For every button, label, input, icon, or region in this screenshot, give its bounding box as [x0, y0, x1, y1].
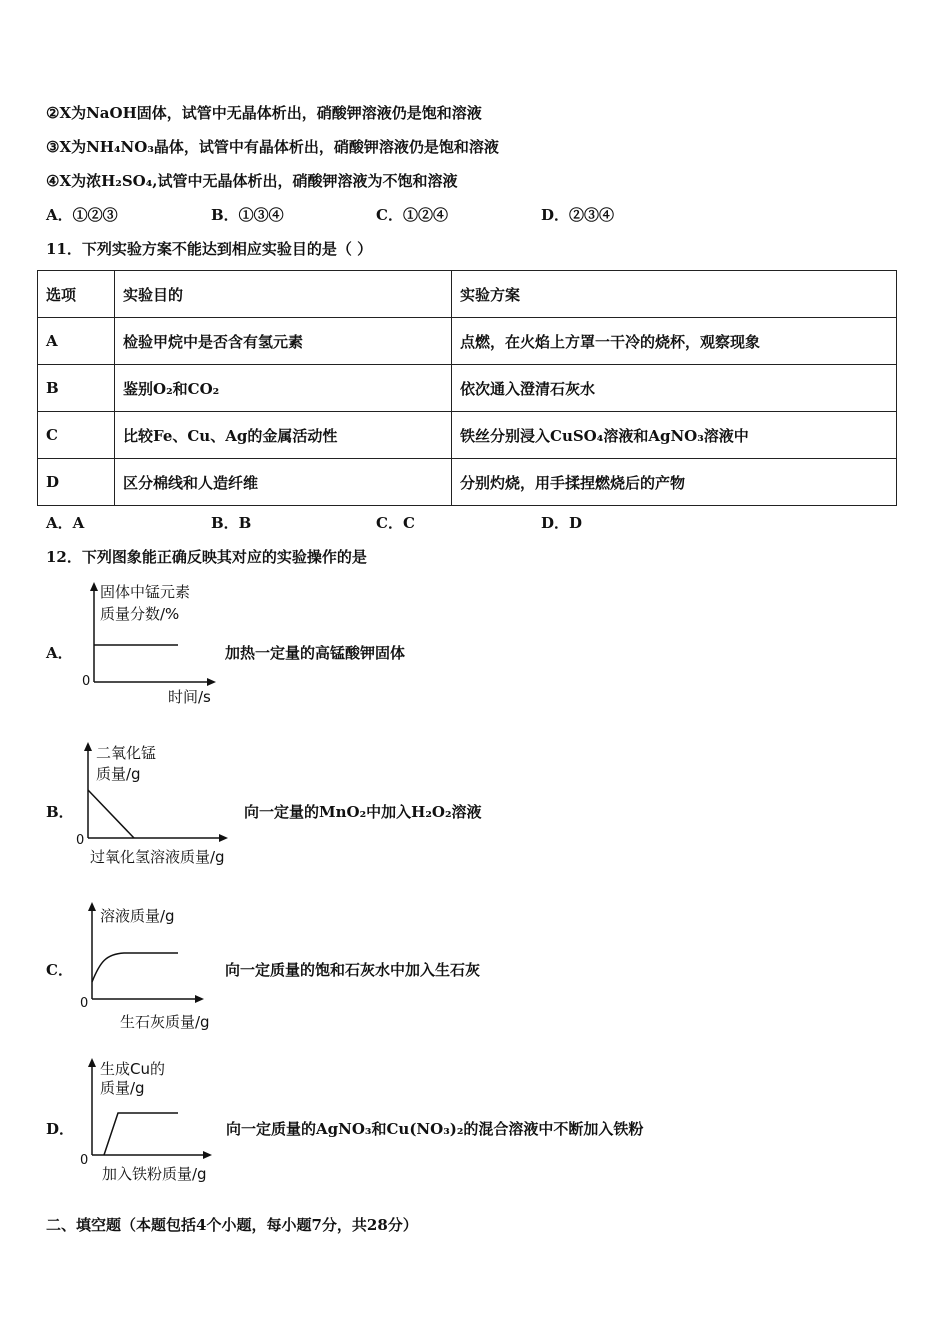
- table-row: [38, 459, 897, 506]
- q10-statement-2: ②X为NaOH固体，试管中无晶体析出，硝酸钾溶液仍是饱和溶液: [46, 104, 482, 122]
- q12-option-a-desc: 加热一定量的高锰酸钾固体: [225, 644, 406, 662]
- q12-option-d-desc: 向一定质量的AgNO₃和Cu(NO₃)₂的混合溶液中不断加入铁粉: [226, 1120, 644, 1138]
- header-option: 选项: [38, 271, 115, 318]
- graph-b-curve: [88, 790, 134, 838]
- graph-b-origin: 0: [76, 833, 85, 848]
- graph-b-xlabel: 过氧化氢溶液质量/g: [90, 848, 225, 866]
- graph-c-xlabel: 生石灰质量/g: [120, 1013, 210, 1031]
- q12-option-b-letter: B．: [46, 803, 74, 821]
- q10-option-a: A．①②③: [46, 206, 118, 224]
- row-option: C: [38, 412, 115, 459]
- row-plan: 分别灼烧，用手揉捏燃烧后的产物: [452, 459, 897, 506]
- q11-option-b: B．B: [211, 514, 252, 532]
- graph-a-xlabel: 时间/s: [168, 688, 211, 706]
- graph-a-origin: 0: [82, 674, 91, 689]
- row-purpose: 检验甲烷中是否含有氢元素: [115, 318, 452, 365]
- q12-option-a-letter: A．: [46, 644, 73, 662]
- q12-option-b-desc: 向一定量的MnO₂中加入H₂O₂溶液: [244, 803, 482, 821]
- q11-option-d: D．D: [541, 514, 583, 532]
- row-plan: 点燃，在火焰上方罩一干冷的烧杯，观察现象: [452, 318, 897, 365]
- graph-d-ylabel-1: 生成Cu的: [100, 1060, 165, 1078]
- row-plan: 铁丝分别浸入CuSO₄溶液和AgNO₃溶液中: [452, 412, 897, 459]
- q10-statement-4: ④X为浓H₂SO₄,试管中无晶体析出，硝酸钾溶液为不饱和溶液: [46, 172, 458, 190]
- q10-statement-3: ③X为NH₄NO₃晶体，试管中有晶体析出，硝酸钾溶液仍是饱和溶液: [46, 138, 499, 156]
- graph-d-origin: 0: [80, 1153, 89, 1168]
- row-purpose: 区分棉线和人造纤维: [115, 459, 452, 506]
- q10-option-b: B．①③④: [211, 206, 284, 224]
- row-purpose: 比较Fe、Cu、Ag的金属活动性: [115, 412, 452, 459]
- graph-b-ylabel-2: 质量/g: [96, 765, 141, 783]
- graph-c-origin: 0: [80, 996, 89, 1011]
- graph-d-ylabel-2: 质量/g: [100, 1079, 145, 1097]
- q12-option-c-letter: C．: [46, 961, 73, 979]
- q11-question: 11．下列实验方案不能达到相应实验目的是（ ）: [46, 240, 373, 258]
- graph-c-ylabel-1: 溶液质量/g: [100, 907, 175, 925]
- graph-d-xlabel: 加入铁粉质量/g: [102, 1165, 207, 1183]
- q10-option-d: D．②③④: [541, 206, 615, 224]
- row-option: D: [38, 459, 115, 506]
- row-option: A: [38, 318, 115, 365]
- q10-option-c: C．①②④: [376, 206, 448, 224]
- q11-option-a: A．A: [46, 514, 85, 532]
- graph-b-ylabel-1: 二氧化锰: [96, 744, 157, 762]
- table-header-row: [38, 271, 897, 318]
- row-purpose: 鉴别O₂和CO₂: [115, 365, 452, 412]
- header-plan: 实验方案: [452, 271, 897, 318]
- graph-d-curve: [104, 1113, 178, 1155]
- q11-table: [37, 270, 897, 506]
- q11-option-c: C．C: [376, 514, 415, 532]
- table-row: [38, 318, 897, 365]
- table-row: [38, 412, 897, 459]
- section-2-heading: 二、填空题（本题包括4个小题，每小题7分，共28分）: [46, 1216, 418, 1234]
- q12-option-d-letter: D．: [46, 1120, 75, 1138]
- table-row: [38, 365, 897, 412]
- graph-c-curve: [92, 953, 178, 982]
- graph-a-ylabel-1: 固体中锰元素: [100, 583, 191, 601]
- row-option: B: [38, 365, 115, 412]
- header-purpose: 实验目的: [115, 271, 452, 318]
- row-plan: 依次通入澄清石灰水: [452, 365, 897, 412]
- graph-a-ylabel-2: 质量分数/%: [100, 605, 180, 623]
- q12-question: 12．下列图象能正确反映其对应的实验操作的是: [46, 548, 367, 566]
- q12-option-c-desc: 向一定质量的饱和石灰水中加入生石灰: [225, 961, 481, 979]
